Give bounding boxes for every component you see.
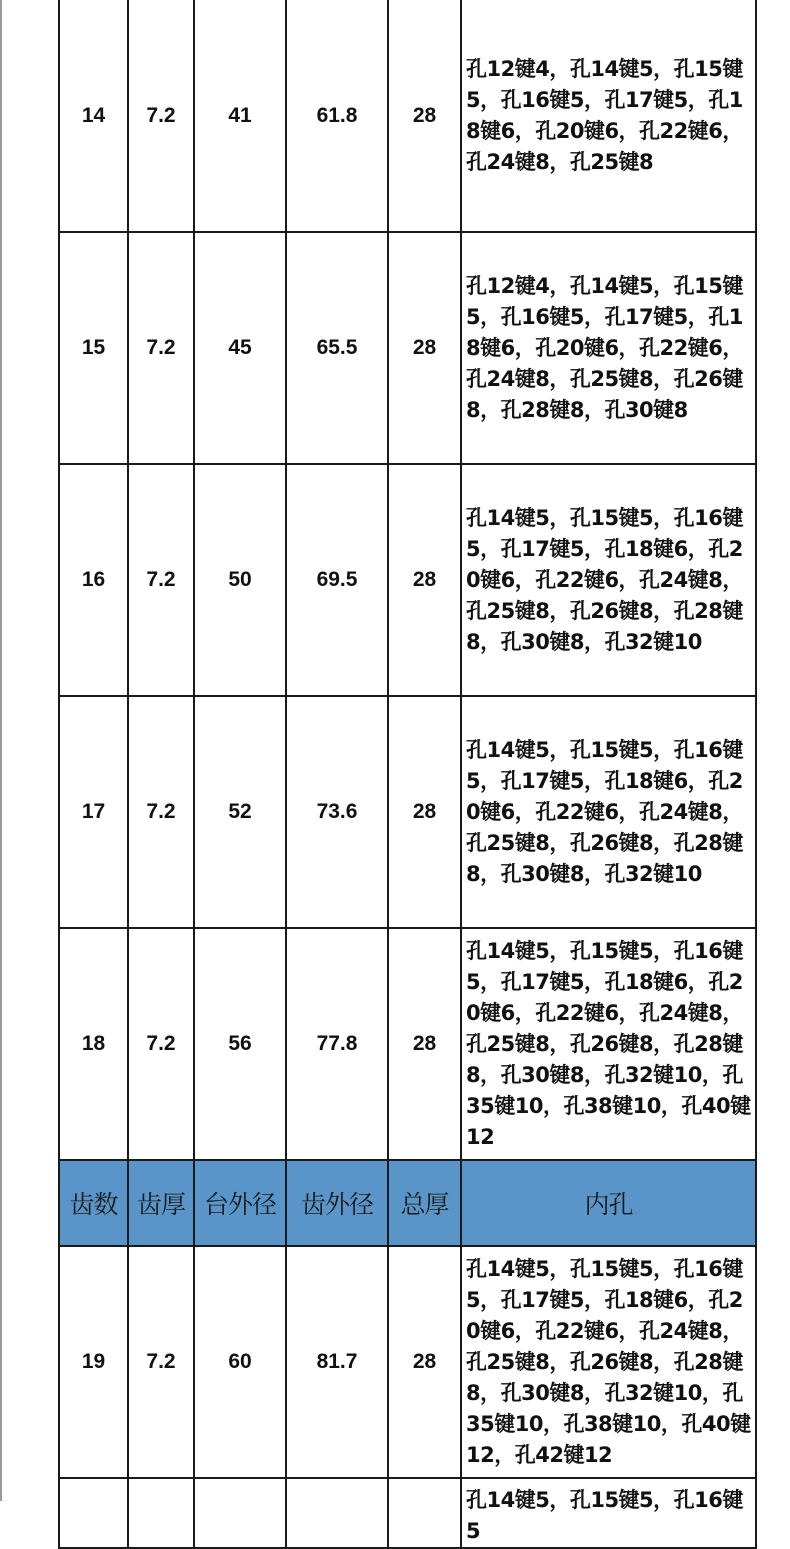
hub-od-cell: 41 — [194, 0, 286, 232]
table-header-row — [59, 1160, 756, 1246]
bore-cell: 孔12键4，孔14键5，孔15键5，孔16键5，孔17键5，孔18键6，孔20键6，孔22键6，孔24键8，孔25键8 — [461, 0, 756, 232]
total-thickness-cell: 28 — [388, 232, 461, 464]
total-thickness-cell — [388, 1478, 461, 1548]
hub-od-cell: 50 — [194, 464, 286, 696]
hub-od-cell: 56 — [194, 928, 286, 1160]
table-row — [59, 928, 756, 1160]
bore-cell: 孔14键5，孔15键5，孔16键5 — [461, 1478, 756, 1548]
thickness-cell: 7.2 — [128, 696, 194, 928]
thickness-cell: 7.2 — [128, 232, 194, 464]
gear-od-cell: 73.6 — [286, 696, 388, 928]
header-teeth: 齿数 — [59, 1160, 128, 1246]
total-thickness-cell: 28 — [388, 464, 461, 696]
total-thickness-cell: 28 — [388, 928, 461, 1160]
bore-cell: 孔14键5，孔15键5，孔16键5，孔17键5，孔18键6，孔20键6，孔22键6，孔24键8，孔25键8，孔26键8，孔28键8，孔30键8，孔32键10 — [461, 696, 756, 928]
teeth-cell — [59, 1478, 128, 1548]
bore-cell: 孔14键5，孔15键5，孔16键5，孔17键5，孔18键6，孔20键6，孔22键6，孔24键8，孔25键8，孔26键8，孔28键8，孔30键8，孔32键10，孔35键10，孔38键10，孔40键12，孔42键12 — [461, 1246, 756, 1478]
table-row — [59, 1478, 756, 1548]
teeth-cell: 17 — [59, 696, 128, 928]
gear-od-cell: 61.8 — [286, 0, 388, 232]
hub-od-cell: 52 — [194, 696, 286, 928]
thickness-cell: 7.2 — [128, 464, 194, 696]
gear-od-cell — [286, 1478, 388, 1548]
gear-spec-table-container — [58, 0, 755, 1549]
total-thickness-cell: 28 — [388, 1246, 461, 1478]
header-hub-od: 台外径 — [194, 1160, 286, 1246]
header-bore: 内孔 — [461, 1160, 756, 1246]
table-row — [59, 464, 756, 696]
bore-cell: 孔12键4，孔14键5，孔15键5，孔16键5，孔17键5，孔18键6，孔20键6，孔22键6，孔24键8，孔25键8，孔26键8，孔28键8，孔30键8 — [461, 232, 756, 464]
bore-cell: 孔14键5，孔15键5，孔16键5，孔17键5，孔18键6，孔20键6，孔22键6，孔24键8，孔25键8，孔26键8，孔28键8，孔30键8，孔32键10，孔35键10，孔38键10，孔40键12 — [461, 928, 756, 1160]
gear-od-cell: 65.5 — [286, 232, 388, 464]
gear-od-cell: 81.7 — [286, 1246, 388, 1478]
table-row — [59, 0, 756, 232]
total-thickness-cell: 28 — [388, 0, 461, 232]
page-left-border — [0, 0, 2, 1501]
bore-cell: 孔14键5，孔15键5，孔16键5，孔17键5，孔18键6，孔20键6，孔22键6，孔24键8，孔25键8，孔26键8，孔28键8，孔30键8，孔32键10 — [461, 464, 756, 696]
total-thickness-cell: 28 — [388, 696, 461, 928]
table-row — [59, 232, 756, 464]
thickness-cell: 7.2 — [128, 0, 194, 232]
hub-od-cell: 60 — [194, 1246, 286, 1478]
gear-spec-table — [58, 0, 757, 1549]
teeth-cell: 14 — [59, 0, 128, 232]
hub-od-cell: 45 — [194, 232, 286, 464]
header-gear-od: 齿外径 — [286, 1160, 388, 1246]
teeth-cell: 16 — [59, 464, 128, 696]
teeth-cell: 15 — [59, 232, 128, 464]
thickness-cell: 7.2 — [128, 1246, 194, 1478]
thickness-cell: 7.2 — [128, 928, 194, 1160]
thickness-cell — [128, 1478, 194, 1548]
teeth-cell: 19 — [59, 1246, 128, 1478]
header-thickness: 齿厚 — [128, 1160, 194, 1246]
table-row — [59, 1246, 756, 1478]
table-row — [59, 696, 756, 928]
teeth-cell: 18 — [59, 928, 128, 1160]
header-total-thickness: 总厚 — [388, 1160, 461, 1246]
hub-od-cell — [194, 1478, 286, 1548]
gear-od-cell: 77.8 — [286, 928, 388, 1160]
gear-od-cell: 69.5 — [286, 464, 388, 696]
